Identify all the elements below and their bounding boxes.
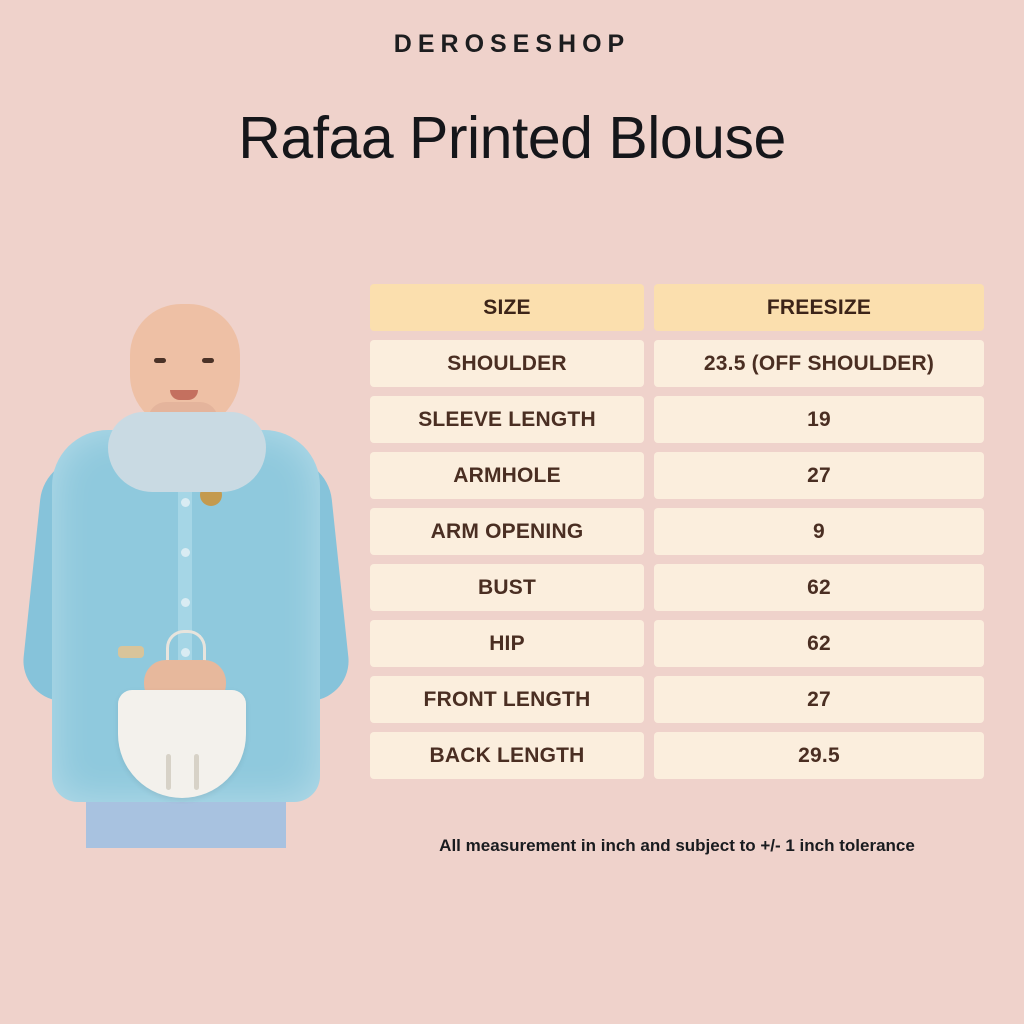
- row-label: SHOULDER: [370, 340, 644, 387]
- row-label: SLEEVE LENGTH: [370, 396, 644, 443]
- measurement-note: All measurement in inch and subject to +/- 1 inch tolerance: [439, 836, 915, 855]
- table-header-freesize: FREESIZE: [654, 284, 984, 331]
- handbag-zipper: [166, 754, 171, 790]
- row-label: ARM OPENING: [370, 508, 644, 555]
- row-value: 62: [654, 564, 984, 611]
- row-label: FRONT LENGTH: [370, 676, 644, 723]
- model-product-photo: [26, 262, 346, 848]
- table-row: [370, 396, 984, 443]
- table-header-size: SIZE: [370, 284, 644, 331]
- table-header-row: [370, 284, 984, 331]
- table-row: [370, 732, 984, 779]
- row-value: 23.5 (OFF SHOULDER): [654, 340, 984, 387]
- table-row: [370, 508, 984, 555]
- model-eye-right: [202, 358, 214, 363]
- blouse-button: [181, 498, 190, 507]
- table-row: [370, 620, 984, 667]
- model-eye-left: [154, 358, 166, 363]
- hijab-drape: [108, 412, 266, 492]
- row-label: BUST: [370, 564, 644, 611]
- row-label: ARMHOLE: [370, 452, 644, 499]
- table-row: [370, 676, 984, 723]
- row-value: 27: [654, 452, 984, 499]
- row-value: 29.5: [654, 732, 984, 779]
- handbag-zipper: [194, 754, 199, 790]
- page-title: Rafaa Printed Blouse: [238, 105, 786, 171]
- blouse-button: [181, 598, 190, 607]
- brand-name: DEROSESHOP: [393, 30, 631, 58]
- row-label: BACK LENGTH: [370, 732, 644, 779]
- table-row: [370, 340, 984, 387]
- wrist-watch: [118, 646, 144, 658]
- row-label: HIP: [370, 620, 644, 667]
- row-value: 19: [654, 396, 984, 443]
- table-row: [370, 564, 984, 611]
- table-row: [370, 452, 984, 499]
- row-value: 62: [654, 620, 984, 667]
- row-value: 27: [654, 676, 984, 723]
- row-value: 9: [654, 508, 984, 555]
- blouse-button: [181, 548, 190, 557]
- measurement-table: [370, 284, 984, 788]
